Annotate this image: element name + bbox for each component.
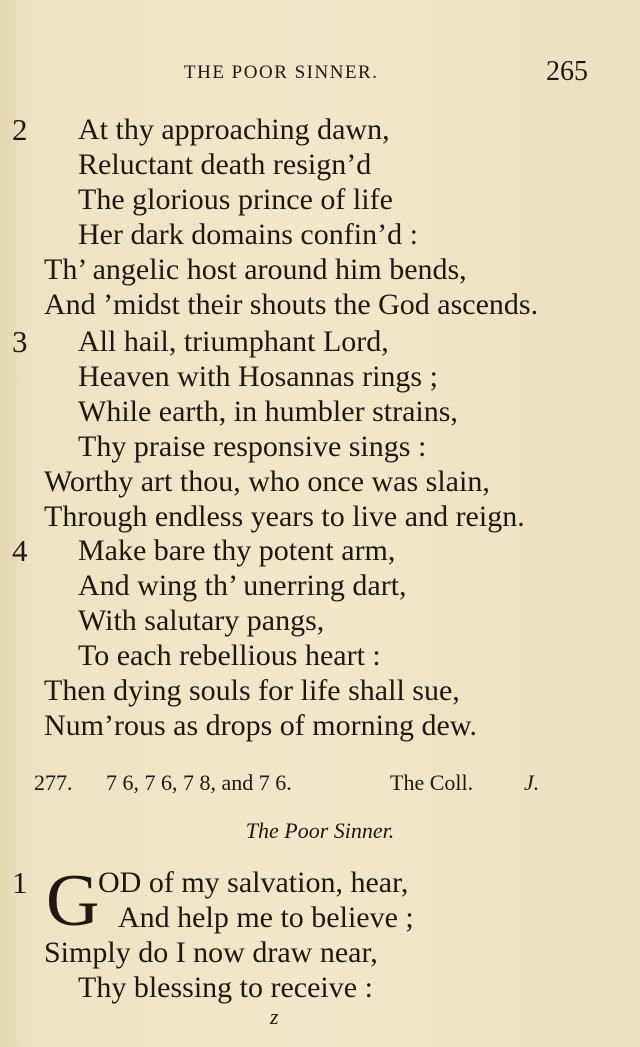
stanza-number: 2 — [12, 112, 28, 147]
verse-line: Then dying souls for life shall sue, — [44, 674, 460, 707]
signature-mark: z — [270, 1004, 279, 1029]
verse-line: Reluctant death resign’d — [78, 148, 372, 181]
verse-line: To each rebellious heart : — [78, 639, 381, 672]
hymn-number: 277. — [34, 770, 73, 795]
verse-line: And help me to believe ; — [118, 901, 414, 934]
verse-line: At thy approaching dawn, — [78, 113, 390, 146]
hymn-meter: 7 6, 7 6, 7 8, and 7 6. — [106, 770, 292, 795]
verse-line: All hail, triumphant Lord, — [78, 325, 389, 358]
stanza-number: 3 — [12, 324, 28, 359]
verse-line: Make bare thy potent arm, — [78, 534, 396, 567]
verse-line: While earth, in humbler strains, — [78, 395, 458, 428]
verse-line: Thy blessing to receive : — [78, 971, 373, 1004]
hymn-tune: The Coll. — [390, 770, 474, 795]
verse-line: Num’rous as drops of morning dew. — [44, 709, 477, 742]
verse-line: Heaven with Hosannas rings ; — [78, 360, 438, 393]
running-title: THE POOR SINNER. — [184, 62, 379, 83]
verse-line: OD of my salvation, hear, — [98, 866, 409, 899]
verse-line: Worthy art thou, who once was slain, — [44, 465, 490, 498]
verse-line: And wing th’ unerring dart, — [78, 569, 407, 602]
verse-line: With salutary pangs, — [78, 604, 325, 637]
page-number: 265 — [546, 56, 588, 87]
stanza-number: 1 — [12, 865, 28, 900]
verse-line: And ’midst their shouts the God ascends. — [44, 288, 539, 321]
stanza-number: 4 — [12, 533, 28, 568]
hymn-title: The Poor Sinner. — [245, 818, 395, 843]
drop-cap-letter: G — [46, 860, 100, 942]
verse-line: Her dark domains confin’d : — [78, 218, 418, 251]
verse-line: Th’ angelic host around him bends, — [44, 253, 467, 286]
hymn-author-mark: J. — [524, 770, 540, 795]
verse-line: Thy praise responsive sings : — [78, 430, 427, 463]
verse-line: Simply do I now draw near, — [44, 936, 378, 969]
verse-line: The glorious prince of life — [78, 183, 393, 216]
page-header — [0, 56, 640, 90]
verse-line: Through endless years to live and reign. — [44, 500, 525, 533]
